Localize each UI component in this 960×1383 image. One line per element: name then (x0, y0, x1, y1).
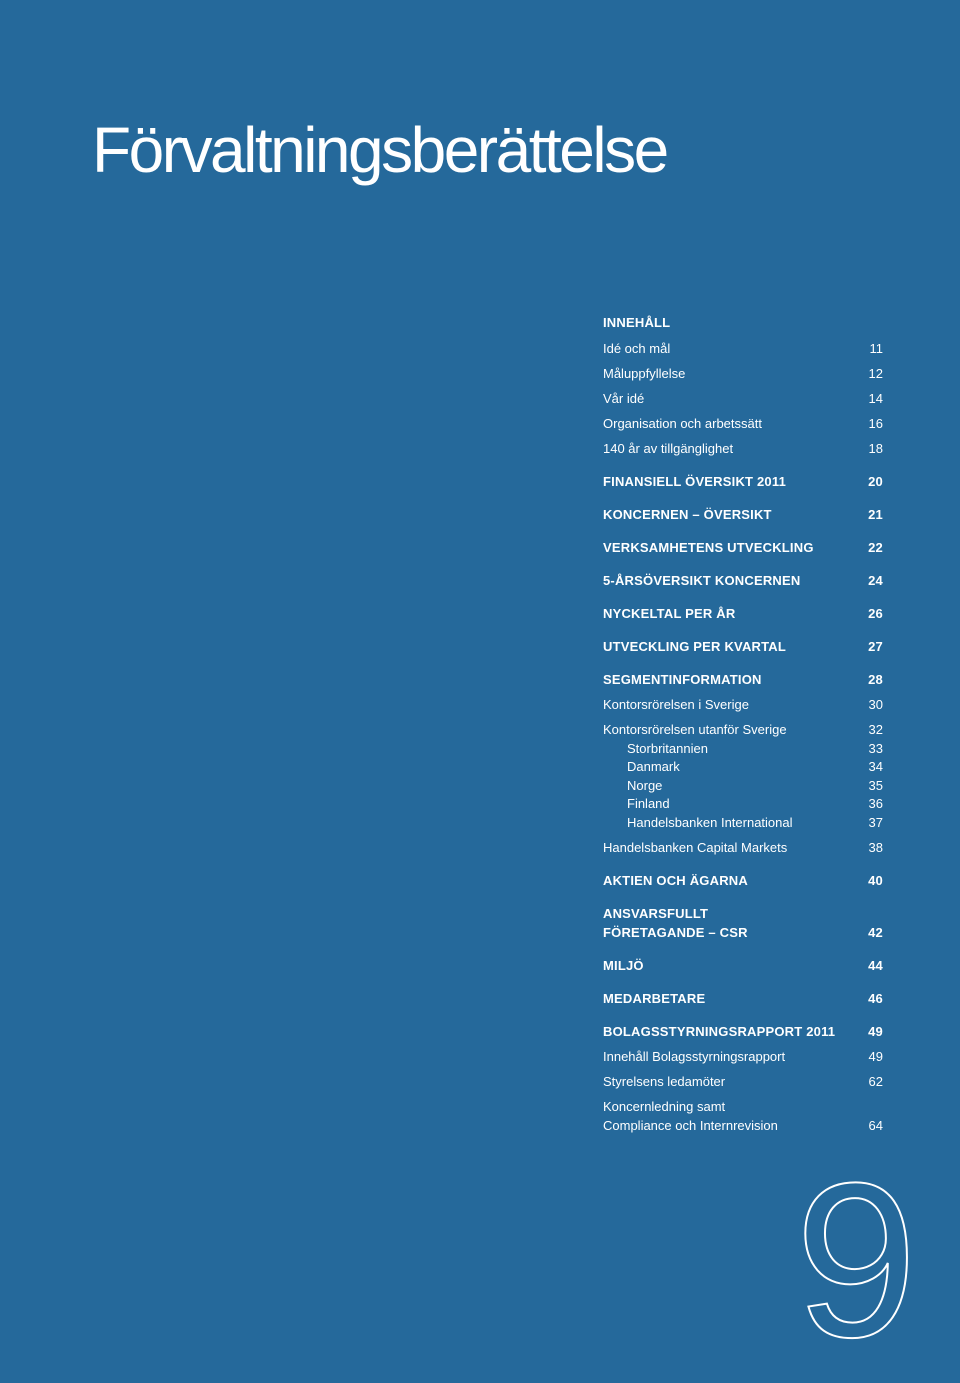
toc-section-label: AKTIEN OCH ÄGARNA (603, 873, 748, 888)
toc-entry-label: Måluppfyllelse (603, 366, 686, 381)
toc-entry-label: Innehåll Bolagsstyrningsrapport (603, 1049, 786, 1064)
toc-section-label: VERKSAMHETENS UTVECKLING (603, 540, 814, 555)
toc-section-page: 42 (868, 925, 883, 940)
toc-section-label: MILJÖ (603, 958, 644, 973)
toc-entry-label: Organisation och arbetssätt (603, 416, 762, 431)
toc-subentry-label: Finland (627, 796, 670, 811)
toc-entry-page: 49 (868, 1049, 883, 1064)
toc-subentry-label: Danmark (627, 759, 680, 774)
toc-subentry-page: 34 (868, 759, 883, 774)
toc-section-page: 28 (868, 672, 883, 687)
toc-entry-page: 16 (868, 416, 883, 431)
toc-heading-label: INNEHÅLL (603, 315, 671, 330)
toc-entry-label: Handelsbanken Capital Markets (603, 840, 788, 855)
toc-entry-page: 12 (868, 366, 883, 381)
page-number: 9 (795, 1137, 918, 1383)
toc-entry-label: Idé och mål (603, 341, 671, 356)
toc-subentry-page: 35 (868, 778, 883, 793)
toc-entry-label: Kontorsrörelsen i Sverige (603, 697, 749, 712)
toc-section-page: 26 (868, 606, 883, 621)
toc-section-page: 21 (868, 507, 883, 522)
toc-entry-label (603, 1097, 778, 1135)
toc-entry-page: 38 (868, 840, 883, 855)
toc-section-label: FINANSIELL ÖVERSIKT 2011 (603, 474, 786, 489)
toc-entry-page: 14 (868, 391, 883, 406)
toc-entry-page: 32 (868, 722, 883, 737)
toc-subentry-label: Handelsbanken International (627, 815, 793, 830)
toc-section-label: BOLAGSSTYRNINGSRAPPORT 2011 (603, 1024, 836, 1039)
toc-section-page: 46 (868, 991, 883, 1006)
toc-section-label: KONCERNEN – ÖVERSIKT (603, 507, 772, 522)
toc-entry-label: Kontorsrörelsen utanför Sverige (603, 722, 787, 737)
toc-subentry-label: Norge (627, 778, 663, 793)
toc-section-label (603, 904, 748, 942)
toc-section-label: SEGMENTINFORMATION (603, 672, 762, 687)
toc-section-page: 20 (868, 474, 883, 489)
toc-entry-page: 18 (868, 441, 883, 456)
toc-subentry-page: 33 (868, 741, 883, 756)
toc-entry-page: 11 (869, 341, 883, 356)
toc-section-page: 27 (868, 639, 883, 654)
toc-section-label: NYCKELTAL PER ÅR (603, 606, 736, 621)
toc-entry-label: 140 år av tillgänglighet (603, 441, 734, 456)
toc-section-label-line2: FÖRETAGANDE – CSR (603, 925, 748, 940)
toc-entry-page: 64 (868, 1118, 883, 1133)
toc-section-page: 22 (868, 540, 883, 555)
toc-section-page: 49 (868, 1024, 883, 1039)
toc-entry-page: 62 (868, 1074, 883, 1089)
toc-subentry-page: 37 (868, 815, 883, 830)
toc-section-label: MEDARBETARE (603, 991, 706, 1006)
toc-entry-label-line2: Compliance och Internrevision (603, 1118, 778, 1133)
toc-section-label-line1: ANSVARSFULLT (603, 906, 709, 921)
toc-entry-label: Vår idé (603, 391, 645, 406)
page-title: Förvaltningsberättelse (92, 114, 667, 186)
toc-entry-label: Styrelsens ledamöter (603, 1074, 726, 1089)
toc-subentry-page: 36 (868, 796, 883, 811)
toc-section-label: UTVECKLING PER KVARTAL (603, 639, 787, 654)
toc-section-label: 5-ÅRSÖVERSIKT KONCERNEN (603, 573, 801, 588)
toc-entry-page: 30 (868, 697, 883, 712)
toc-entry-label-line1: Koncernledning samt (603, 1099, 726, 1114)
toc-subentry-label: Storbritannien (627, 741, 708, 756)
toc-section-page: 40 (868, 873, 883, 888)
toc-section-page: 44 (868, 958, 883, 973)
toc-section-page: 24 (868, 573, 883, 588)
